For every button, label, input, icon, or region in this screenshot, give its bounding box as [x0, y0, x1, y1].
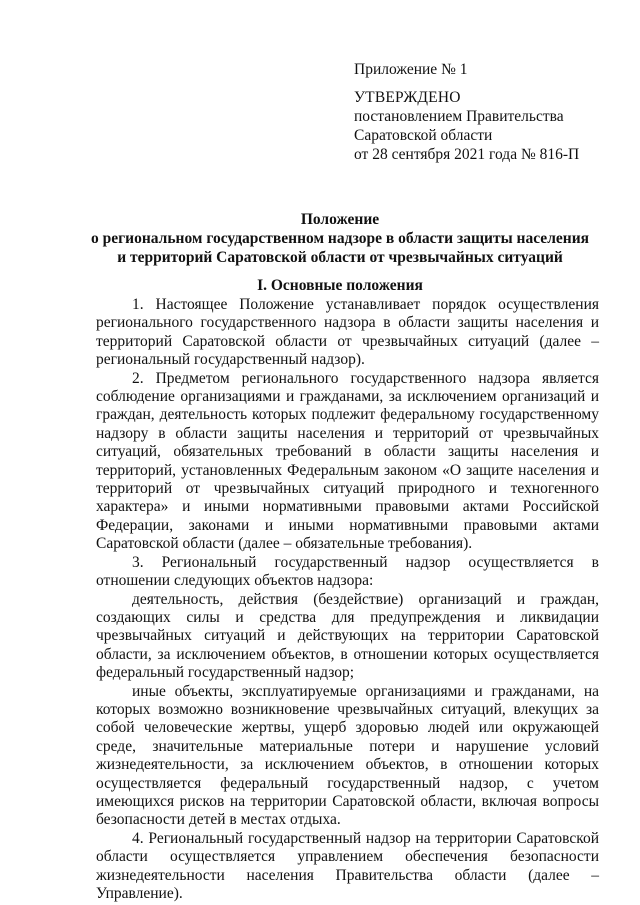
- appendix-number: Приложение № 1: [354, 61, 468, 78]
- approved-label: УТВЕРЖДЕНО: [354, 89, 461, 106]
- paragraph-3-item-1: деятельность, действия (бездействие) организаций и граждан, создающих силы и средства для предупреждения и ликвидации чрезвычайных ситуаций и действующих на территории Саратовской области, за исключением объектов, в отношении которых осуществляется федеральный государственный надзор;: [96, 590, 599, 682]
- approval-stamp-block: [354, 60, 624, 164]
- approval-region-line: Саратовской области: [354, 127, 493, 144]
- section-body: [96, 296, 599, 903]
- approval-date-line: от 28 сентября 2021 года № 816-П: [354, 146, 580, 163]
- title-line-3: и территорий Саратовской области от чрезвычайных ситуаций: [117, 249, 563, 266]
- paragraph-4: 4. Региональный государственный надзор на территории Саратовской области осуществляется управлением обеспечения безопасности жизнедеятельности населения Правительства области (далее – Управление).: [96, 829, 599, 902]
- approval-decree-line: постановлением Правительства: [354, 108, 564, 125]
- document-title: [80, 210, 600, 267]
- paragraph-1: 1. Настоящее Положение устанавливает порядок осуществления регионального государственного надзора в области защиты населения и территорий Саратовской области от чрезвычайных ситуаций (далее – региональный государственный надзор).: [96, 296, 599, 369]
- section-heading: I. Основные положения: [257, 277, 423, 294]
- title-line-2: о региональном государственном надзоре в области защиты населения: [90, 230, 590, 247]
- title-line-1: Положение: [300, 211, 380, 228]
- paragraph-3: 3. Региональный государственный надзор осуществляется в отношении следующих объектов надзора:: [96, 553, 599, 590]
- paragraph-3-item-2: иные объекты, эксплуатируемые организациями и гражданами, на которых возможно возникновение чрезвычайных ситуаций, влекущих за собой человеческие жертвы, ущерб здоровью людей или окружающей среде, значительные материальные потери и нарушение условий жизнедеятельности, за исключением объектов, в отношении которых осуществляется федеральный государственный надзор, с учетом имеющихся рисков на территории Саратовской области, включая вопросы безопасности детей в местах отдыха.: [96, 682, 599, 829]
- paragraph-2: 2. Предметом регионального государственного надзора является соблюдение организациями и гражданами, за исключением организаций и граждан, деятельность которых подлежит федеральному государственному надзору в области защиты населения и территорий от чрезвычайных ситуаций, обязательных требований в области защиты населения и территорий, установленных Федеральным законом «О защите населения и территорий от чрезвычайных ситуаций природного и техногенного характера» и иными нормативными правовыми актами Российской Федерации, законами и иными нормативными правовыми актами Саратовской области (далее – обязательные требования).: [96, 369, 599, 553]
